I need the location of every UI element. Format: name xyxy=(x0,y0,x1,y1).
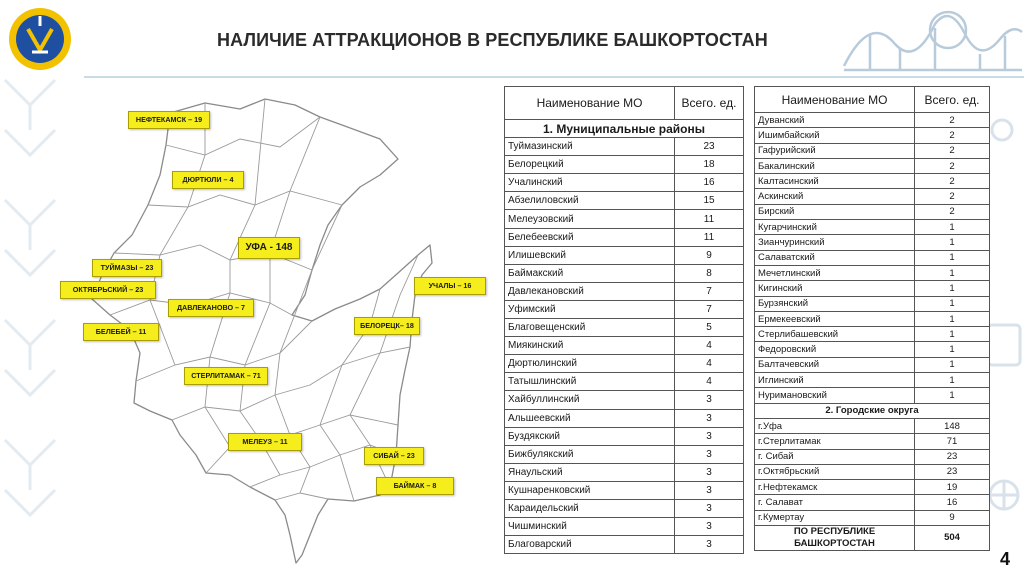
cell-name: Чишминский xyxy=(505,518,675,536)
map-label-oktyabrsky: ОКТЯБРЬСКИЙ – 23 xyxy=(60,281,156,299)
column-header-total: Всего. ед. xyxy=(915,87,990,113)
table-row xyxy=(505,373,744,391)
ornament-pattern-left xyxy=(0,60,60,574)
cell-total: 1 xyxy=(915,235,990,250)
cell-name: Баймакский xyxy=(505,264,675,282)
cell-total: 1 xyxy=(915,357,990,372)
table-row xyxy=(755,235,990,250)
table-row xyxy=(755,342,990,357)
cell-total: 2 xyxy=(915,128,990,143)
cell-total: 11 xyxy=(675,228,744,246)
cell-name: Калтасинский xyxy=(755,174,915,189)
header-divider xyxy=(84,76,1024,78)
cell-name: Хайбуллинский xyxy=(505,391,675,409)
table-row xyxy=(755,495,990,510)
column-header-name: Наименование МО xyxy=(755,87,915,113)
cell-total: 3 xyxy=(675,391,744,409)
map-label-sibay: СИБАЙ – 23 xyxy=(364,447,424,465)
table-row xyxy=(755,189,990,204)
cell-total: 23 xyxy=(915,464,990,479)
table-row xyxy=(505,228,744,246)
table-row xyxy=(755,327,990,342)
map-label-beloretsk: БЕЛОРЕЦК– 18 xyxy=(354,317,420,335)
map-label-ufa: УФА - 148 xyxy=(238,237,300,259)
table-row xyxy=(505,427,744,445)
cell-name: Кигинский xyxy=(755,281,915,296)
table-row xyxy=(505,138,744,156)
cell-total: 1 xyxy=(915,250,990,265)
slide-header xyxy=(0,0,1024,78)
cell-total: 11 xyxy=(675,210,744,228)
cell-name: Благовещенский xyxy=(505,319,675,337)
table-row xyxy=(755,357,990,372)
table-row xyxy=(755,265,990,280)
cell-name: Караидельский xyxy=(505,499,675,517)
cell-total: 4 xyxy=(675,337,744,355)
table-row xyxy=(505,481,744,499)
cell-name: Ермекеевский xyxy=(755,311,915,326)
section-header-districts: 1. Муниципальные районы xyxy=(505,120,744,138)
cell-name: Бакалинский xyxy=(755,158,915,173)
table-row xyxy=(755,296,990,311)
table-row xyxy=(755,373,990,388)
table-row xyxy=(755,143,990,158)
cell-total: 9 xyxy=(915,510,990,525)
table-row xyxy=(755,204,990,219)
cell-total: 3 xyxy=(675,409,744,427)
cell-name: Нуримановский xyxy=(755,388,915,403)
cell-name: Федоровский xyxy=(755,342,915,357)
cell-name: Буздякский xyxy=(505,427,675,445)
cell-name: Дюртюлинский xyxy=(505,355,675,373)
table-row xyxy=(755,449,990,464)
map-label-meleuz: МЕЛЕУЗ – 11 xyxy=(228,433,302,451)
cell-total: 2 xyxy=(915,158,990,173)
cell-total: 3 xyxy=(675,499,744,517)
table-row xyxy=(505,337,744,355)
cell-total: 3 xyxy=(675,481,744,499)
table-row xyxy=(505,355,744,373)
cell-name: Стерлибашевский xyxy=(755,327,915,342)
table-row xyxy=(755,464,990,479)
cell-name: Балтачевский xyxy=(755,357,915,372)
table-row xyxy=(505,536,744,554)
map-label-tuymazy: ТУЙМАЗЫ – 23 xyxy=(92,259,162,277)
table-row xyxy=(755,434,990,449)
cell-total: 1 xyxy=(915,220,990,235)
table-row xyxy=(505,409,744,427)
map-label-baymak: БАЙМАК – 8 xyxy=(376,477,454,495)
table-row xyxy=(505,192,744,210)
map-label-uchaly: УЧАЛЫ – 16 xyxy=(414,277,486,295)
cell-total: 15 xyxy=(675,192,744,210)
cell-name: Дуванский xyxy=(755,113,915,128)
map-label-sterlitamak: СТЕРЛИТАМАК – 71 xyxy=(184,367,268,385)
cell-name: Миякинский xyxy=(505,337,675,355)
cell-name: Уфимский xyxy=(505,300,675,318)
table-row xyxy=(505,282,744,300)
cell-name: Илишевский xyxy=(505,246,675,264)
column-header-total: Всего. ед. xyxy=(675,87,744,120)
table-row xyxy=(755,113,990,128)
table-row xyxy=(755,220,990,235)
table-row xyxy=(505,264,744,282)
map-label-dyurtyuli: ДЮРТЮЛИ – 4 xyxy=(172,171,244,189)
table-row xyxy=(755,388,990,403)
cell-name: Белорецкий xyxy=(505,156,675,174)
table-row xyxy=(505,319,744,337)
cell-name: Белебеевский xyxy=(505,228,675,246)
table-row xyxy=(505,463,744,481)
cell-total: 1 xyxy=(915,281,990,296)
table-row xyxy=(505,156,744,174)
section-header-cities: 2. Городские округа xyxy=(755,403,990,418)
cell-total: 2 xyxy=(915,189,990,204)
table-row xyxy=(505,445,744,463)
table-row xyxy=(505,300,744,318)
cell-total: 9 xyxy=(675,246,744,264)
table-row xyxy=(755,250,990,265)
total-row xyxy=(755,526,990,551)
table-row xyxy=(755,158,990,173)
table-row xyxy=(755,174,990,189)
table-municipal-districts xyxy=(504,86,744,554)
emblem-icon xyxy=(6,4,74,74)
cell-total: 16 xyxy=(915,495,990,510)
cell-name: Иглинский xyxy=(755,373,915,388)
table-row xyxy=(755,480,990,495)
map-bashkortostan xyxy=(72,95,480,565)
cell-total: 1 xyxy=(915,265,990,280)
table-row xyxy=(755,311,990,326)
table-row xyxy=(505,499,744,517)
ornament-pattern-right xyxy=(984,95,1024,565)
cell-total: 16 xyxy=(675,174,744,192)
cell-name: Татышлинский xyxy=(505,373,675,391)
table-row xyxy=(505,518,744,536)
cell-total: 3 xyxy=(675,536,744,554)
cell-total: 18 xyxy=(675,156,744,174)
cell-total: 8 xyxy=(675,264,744,282)
cell-total: 2 xyxy=(915,204,990,219)
cell-total: 1 xyxy=(915,373,990,388)
cell-total: 4 xyxy=(675,373,744,391)
cell-total: 4 xyxy=(675,355,744,373)
table-row xyxy=(755,510,990,525)
cell-total: 148 xyxy=(915,418,990,433)
cell-name: Давлекановский xyxy=(505,282,675,300)
cell-name: Ишимбайский xyxy=(755,128,915,143)
cell-name: г.Кумертау xyxy=(755,510,915,525)
cell-name: г. Салават xyxy=(755,495,915,510)
cell-name: Кушнаренковский xyxy=(505,481,675,499)
cell-total: 19 xyxy=(915,480,990,495)
cell-total: 3 xyxy=(675,445,744,463)
cell-name: г.Октябрьский xyxy=(755,464,915,479)
table-districts-and-cities xyxy=(754,86,990,551)
cell-name: Гафурийский xyxy=(755,143,915,158)
total-value: 504 xyxy=(915,526,990,551)
cell-name: г.Нефтекамск xyxy=(755,480,915,495)
page-title: НАЛИЧИЕ АТТРАКЦИОНОВ В РЕСПУБЛИКЕ БАШКОРТОСТАН xyxy=(217,30,768,50)
table-row xyxy=(505,174,744,192)
cell-name: Мечетлинский xyxy=(755,265,915,280)
cell-total: 1 xyxy=(915,296,990,311)
cell-name: г.Стерлитамак xyxy=(755,434,915,449)
cell-total: 2 xyxy=(915,174,990,189)
cell-total: 23 xyxy=(915,449,990,464)
table-row xyxy=(505,391,744,409)
cell-total: 1 xyxy=(915,342,990,357)
cell-name: Салаватский xyxy=(755,250,915,265)
cell-total: 1 xyxy=(915,311,990,326)
cell-total: 23 xyxy=(675,138,744,156)
cell-total: 1 xyxy=(915,388,990,403)
cell-name: Бирский xyxy=(755,204,915,219)
cell-name: Туймазинский xyxy=(505,138,675,156)
cell-total: 1 xyxy=(915,327,990,342)
cell-name: Благоварский xyxy=(505,536,675,554)
cell-name: Мелеузовский xyxy=(505,210,675,228)
cell-name: Кугарчинский xyxy=(755,220,915,235)
map-label-neftekamsk: НЕФТЕКАМСК – 19 xyxy=(128,111,210,129)
map-label-davlekanovo: ДАВЛЕКАНОВО – 7 xyxy=(168,299,254,317)
map-label-belebey: БЕЛЕБЕЙ – 11 xyxy=(83,323,159,341)
cell-total: 71 xyxy=(915,434,990,449)
cell-name: Абзелиловский xyxy=(505,192,675,210)
column-header-name: Наименование МО xyxy=(505,87,675,120)
cell-total: 3 xyxy=(675,463,744,481)
cell-name: Альшеевский xyxy=(505,409,675,427)
cell-total: 3 xyxy=(675,427,744,445)
cell-total: 7 xyxy=(675,300,744,318)
cell-name: Бижбулякский xyxy=(505,445,675,463)
cell-name: Аскинский xyxy=(755,189,915,204)
roller-coaster-icon xyxy=(840,4,1024,74)
cell-total: 5 xyxy=(675,319,744,337)
cell-total: 3 xyxy=(675,518,744,536)
cell-name: Янаульский xyxy=(505,463,675,481)
table-row xyxy=(755,128,990,143)
table-row xyxy=(755,281,990,296)
cell-name: Зианчуринский xyxy=(755,235,915,250)
cell-name: Учалинский xyxy=(505,174,675,192)
cell-name: г. Сибай xyxy=(755,449,915,464)
cell-total: 2 xyxy=(915,143,990,158)
cell-total: 2 xyxy=(915,113,990,128)
table-row xyxy=(505,210,744,228)
table-row xyxy=(505,246,744,264)
total-label: ПО РЕСПУБЛИКЕ БАШКОРТОСТАН xyxy=(755,526,915,551)
cell-name: г.Уфа xyxy=(755,418,915,433)
cell-name: Бурзянский xyxy=(755,296,915,311)
cell-total: 7 xyxy=(675,282,744,300)
table-row xyxy=(755,418,990,433)
page-number: 4 xyxy=(999,549,1010,569)
